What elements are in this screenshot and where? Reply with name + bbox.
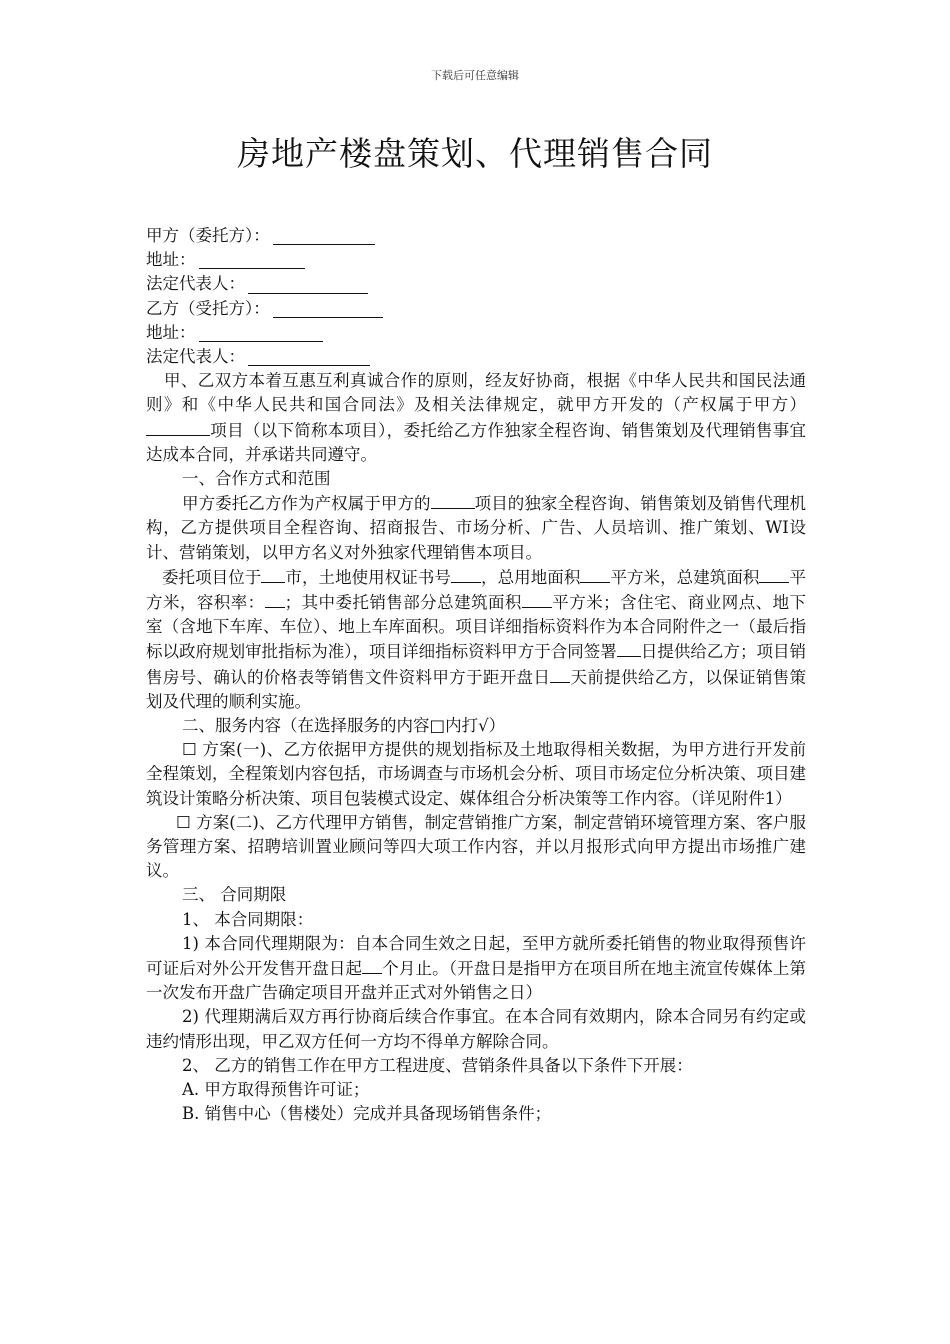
sales-area-blank bbox=[522, 590, 552, 608]
party-b-label: 乙方（受托方）： bbox=[146, 298, 270, 318]
party-b-address-label: 地址： bbox=[146, 322, 196, 342]
section-1-text-a: 甲方委托乙方作为产权属于甲方的 bbox=[182, 494, 431, 514]
floor-area-text: 平方米，总建筑面积 bbox=[610, 567, 760, 587]
land-area-blank bbox=[580, 565, 610, 583]
section-1-text-b: 项目的独家全程咨询、销售策划及销售代理机构，乙方提供项目全程咨询、招商报告、市场分析、广告、人员培训、推广策划、WI设计、营销策划，以甲方名义对外独家代理销售本项目。 bbox=[146, 494, 807, 562]
term-paragraph-2: 2) 代理期满后双方再行协商后续合作事宜。在本合同有效期内，除本合同另有约定或违约情形出现，甲乙双方任何一方均不得单方解除合同。 bbox=[146, 1007, 806, 1051]
party-b-rep-label: 法定代表人： bbox=[146, 346, 245, 366]
location-text: 委托项目位于 bbox=[162, 567, 262, 587]
implementation-text: 天前提供给乙方，以保证销售策划及代理的顺利实施。 bbox=[146, 667, 807, 711]
intro-text-2: 项目（以下简称本项目），委托给乙方作独家全程咨询、销售策划及代理销售事宜达成本合同，并承诺共同遵守。 bbox=[146, 420, 806, 464]
party-b-rep-blank bbox=[248, 347, 370, 366]
party-b-address-blank bbox=[199, 323, 323, 342]
party-a-label: 甲方（委托方）： bbox=[146, 225, 270, 245]
plot-ratio-text: 平方米，容积率： bbox=[146, 567, 807, 612]
header-note: 下载后可任意编辑 bbox=[431, 69, 519, 82]
project-name-blank bbox=[146, 418, 210, 436]
intro-text-1: 甲、乙双方本着互惠互利真诚合作的原则，经友好协商，根据《中华人民共和国民法通则》和《中华人民共和国合同法》及相关法律规定，就甲方开发的（产权属于甲方） bbox=[146, 371, 806, 415]
party-b-blank bbox=[273, 299, 383, 318]
party-a-rep-label: 法定代表人： bbox=[146, 274, 245, 294]
section-3-subheading-1: 1、 本合同期限： bbox=[182, 909, 314, 929]
plot-ratio-blank bbox=[265, 590, 285, 608]
party-b-line bbox=[146, 297, 806, 321]
party-b-rep-line bbox=[146, 345, 806, 369]
document-title: 房地产楼盘策划、代理销售合同 bbox=[237, 134, 713, 173]
term-paragraph-1 bbox=[146, 932, 806, 1006]
land-cert-blank bbox=[451, 565, 481, 583]
condition-a: A. 甲方取得预售许可证； bbox=[182, 1079, 370, 1099]
condition-b: B. 销售中心（售楼处）完成并具备现场销售条件； bbox=[182, 1104, 552, 1124]
party-a-blank bbox=[273, 226, 375, 245]
party-a-address-blank bbox=[199, 250, 305, 269]
indicators-text: 平方米；含住宅、商业网点、地下室（含地下车库、车位）、地上车库面积。项目详细指标资料作为本合同附件之一（最后指标以政府规划审批指标为准），项目详细指标资料甲方于合同签署 bbox=[146, 592, 807, 662]
project-blank bbox=[431, 491, 475, 509]
party-a-address-line bbox=[146, 248, 806, 272]
party-a-rep-line bbox=[146, 272, 806, 296]
contract-body bbox=[146, 224, 806, 1126]
party-a-rep-blank bbox=[248, 275, 368, 294]
party-b-address-line bbox=[146, 321, 806, 345]
opening-days-blank bbox=[550, 665, 570, 683]
section-1-heading: 一、合作方式和范围 bbox=[182, 468, 331, 488]
party-a-line bbox=[146, 224, 806, 248]
sales-area-text: ；其中委托销售部分总建筑面积 bbox=[284, 592, 522, 612]
section-3-subheading-2: 2、 乙方的销售工作在甲方工程进度、营销条件具备以下条件下开展： bbox=[182, 1055, 693, 1075]
sign-days-blank bbox=[617, 639, 641, 657]
term-text-b: 个月止。（开盘日是指甲方在项目所在地主流宣传媒体上第一次发布开盘广告确定项目开盘并正式对外销售之日） bbox=[146, 958, 807, 1003]
intro-paragraph bbox=[146, 369, 806, 467]
party-a-address-label: 地址： bbox=[146, 250, 196, 270]
term-text-a: 1) 本合同代理期限为：自本合同生效之日起，至甲方就所委托销售的物业取得预售许可证后对外公开发售开盘日起 bbox=[146, 933, 806, 978]
section-3-heading: 三、 合同期限 bbox=[182, 885, 287, 905]
term-months-blank bbox=[362, 956, 382, 974]
section-1-paragraph-2 bbox=[146, 565, 806, 714]
land-cert-text: 市，土地使用权证书号 bbox=[285, 567, 451, 587]
city-blank bbox=[261, 565, 285, 583]
section-2-heading: 二、服务内容（在选择服务的内容□内打√） bbox=[182, 715, 506, 735]
service-option-2: ☐ 方案(二)、乙方代理甲方销售，制定营销推广方案，制定营销环境管理方案、客户服务管理方案、招聘培训置业顾问等四大项工作内容，并以月报形式向甲方提出市场推广建议。 bbox=[146, 812, 806, 881]
section-1-paragraph-1 bbox=[146, 491, 806, 565]
floor-area-blank bbox=[759, 565, 789, 583]
pricing-text: 日提供给乙方；项目销售房号、确认的价格表等销售文件资料甲方于距开盘日 bbox=[146, 642, 807, 687]
service-option-1: ☐ 方案(一)、乙方依据甲方提供的规划指标及土地取得相关数据，为甲方进行开发前全程策划，全程策划内容包括，市场调查与市场机会分析、项目市场定位分析决策、项目建筑设计策略分析决策、项目包装模式设定、媒体组合分析决策等工作内容。（详见附件1） bbox=[146, 740, 806, 808]
land-area-text: ，总用地面积 bbox=[480, 567, 581, 587]
